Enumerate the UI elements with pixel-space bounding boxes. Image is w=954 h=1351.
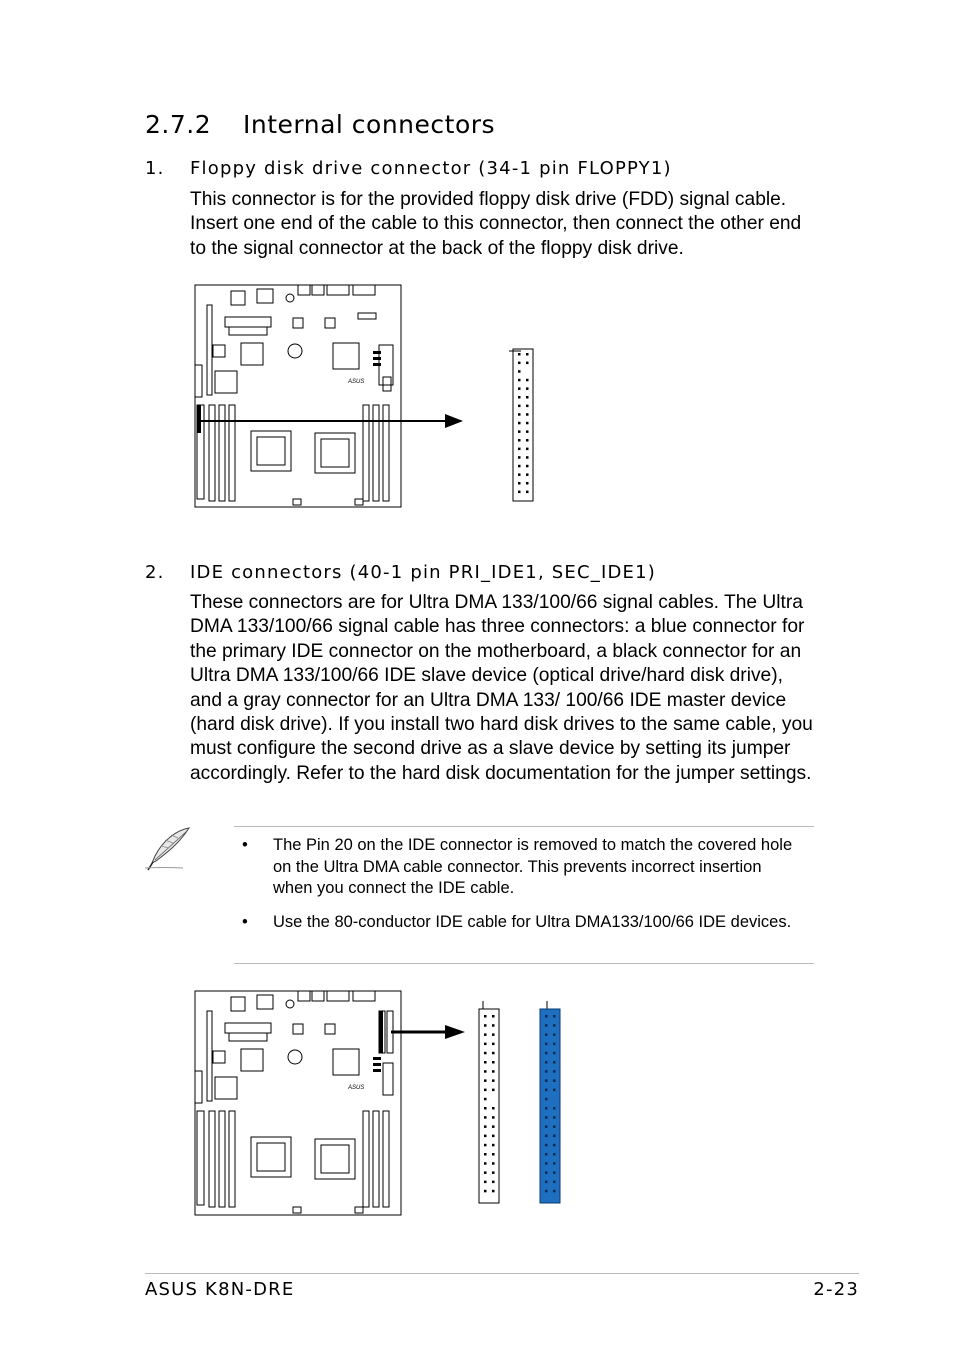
connector-pin	[484, 1181, 487, 1184]
connector-pin	[526, 491, 529, 494]
connector-pin	[553, 1033, 556, 1036]
connector-pin	[518, 465, 521, 468]
connector-pin	[553, 1052, 556, 1055]
feather-pen-icon	[143, 826, 195, 877]
connector-pin	[484, 1033, 487, 1036]
connector-pin	[484, 1190, 487, 1193]
connector-pin	[518, 370, 521, 373]
connector-pin	[545, 1153, 548, 1156]
connector-pin	[484, 1015, 487, 1018]
item-heading-ide	[145, 562, 656, 583]
connector-pin	[545, 1052, 548, 1055]
connector-pin	[553, 1162, 556, 1165]
connector-pin	[545, 1135, 548, 1138]
connector-pin	[526, 396, 529, 399]
connector-pin	[518, 491, 521, 494]
section-title: Internal connectors	[243, 110, 496, 139]
connector-pin	[518, 430, 521, 433]
connector-pin	[526, 430, 529, 433]
connector-pin	[526, 362, 529, 365]
section-number: 2.7.2	[145, 110, 212, 139]
connector-pin	[484, 1153, 487, 1156]
connector-pin	[545, 1043, 548, 1046]
connector-pin	[492, 1089, 495, 1092]
connector-pin	[553, 1144, 556, 1147]
connector-pin	[526, 473, 529, 476]
connector-pin	[545, 1024, 548, 1027]
connector-pin	[518, 448, 521, 451]
connector-pin	[545, 1190, 548, 1193]
connector-pin	[518, 362, 521, 365]
connector-pin	[545, 1171, 548, 1174]
connector-pin	[484, 1135, 487, 1138]
connector-pin	[545, 1061, 548, 1064]
ide-paragraph: These connectors are for Ultra DMA 133/100/66 signal cables. The Ultra DMA 133/100/66 signal cable has three connectors: a blue connector for the primary IDE connector on the motherboard, a black connector for an Ultra DMA 133/100/66 IDE slave device (optical drive/hard disk drive), and a gray connector for an Ultra DMA 133/ 100/66 IDE master device (hard disk drive). If you install two hard disk drives to the same cable, you must configure the second drive as a slave device by setting its jumper accordingly. Refer to the hard disk documentation for the jumper settings.	[190, 592, 813, 784]
connector-pin	[545, 1079, 548, 1082]
footer-rule	[145, 1273, 859, 1274]
connector-pin	[484, 1171, 487, 1174]
connector-pin	[518, 422, 521, 425]
connector-pin	[484, 1024, 487, 1027]
connector-pin	[518, 413, 521, 416]
connector-pin	[484, 1079, 487, 1082]
item-heading-floppy	[145, 158, 672, 179]
floppy-connector-figure	[193, 283, 553, 518]
connector-pin	[553, 1181, 556, 1184]
connector-pin	[545, 1107, 548, 1110]
connector-pin	[526, 413, 529, 416]
connector-pin	[553, 1089, 556, 1092]
connector-pin	[518, 405, 521, 408]
connector-pin	[492, 1015, 495, 1018]
connector-pin	[526, 465, 529, 468]
connector-pin	[492, 1079, 495, 1082]
connector-pin	[526, 422, 529, 425]
connector-pin	[518, 387, 521, 390]
motherboard-diagram-floppy	[193, 283, 553, 513]
connector-pin	[553, 1015, 556, 1018]
asus-logo: ASUS	[348, 379, 365, 385]
connector-pin	[492, 1190, 495, 1193]
connector-pin	[484, 1061, 487, 1064]
connector-pin	[484, 1107, 487, 1110]
connector-pin	[545, 1144, 548, 1147]
connector-pin	[526, 482, 529, 485]
note-box	[234, 826, 814, 964]
connector-pin	[518, 473, 521, 476]
item-number: 2.	[145, 562, 165, 583]
connector-pin	[545, 1116, 548, 1119]
connector-pin	[484, 1089, 487, 1092]
connector-pin	[526, 379, 529, 382]
connector-pin	[553, 1125, 556, 1128]
connector-pin	[484, 1098, 487, 1101]
floppy-paragraph: This connector is for the provided floppy disk drive (FDD) signal cable. Insert one end of the cable to this connector, then connect the other end to the signal connector at the back of the floppy disk drive.	[190, 189, 802, 259]
connector-pin	[492, 1144, 495, 1147]
connector-pin	[526, 387, 529, 390]
bullet-dot: •	[242, 913, 248, 931]
connector-pin	[553, 1107, 556, 1110]
item-number: 1.	[145, 158, 165, 179]
connector-pin	[492, 1070, 495, 1073]
connector-pin	[492, 1181, 495, 1184]
connector-pin	[553, 1116, 556, 1119]
connector-pin	[526, 353, 529, 356]
connector-pin	[518, 456, 521, 459]
connector-pin	[492, 1061, 495, 1064]
connector-pin	[553, 1024, 556, 1027]
connector-pin	[545, 1033, 548, 1036]
connector-pin	[518, 353, 521, 356]
connector-pin	[553, 1061, 556, 1064]
connector-pin	[553, 1171, 556, 1174]
connector-pin	[553, 1070, 556, 1073]
connector-pin	[492, 1052, 495, 1055]
note-bullet-text: Use the 80-conductor IDE cable for Ultra DMA133/100/66 IDE devices.	[273, 913, 792, 931]
connector-pin	[553, 1135, 556, 1138]
pri-ide-connector	[540, 1001, 560, 1203]
floppy-connector	[509, 349, 533, 501]
bullet-dot: •	[242, 836, 248, 854]
item-title: Floppy disk drive connector (34-1 pin FLOPPY1)	[190, 158, 672, 179]
connector-pin	[518, 379, 521, 382]
connector-pin	[484, 1162, 487, 1165]
connector-pin	[484, 1043, 487, 1046]
connector-pin	[492, 1135, 495, 1138]
connector-pin	[492, 1107, 495, 1110]
connector-pin	[545, 1181, 548, 1184]
connector-pin	[526, 439, 529, 442]
connector-pin	[545, 1098, 548, 1101]
connector-pin	[545, 1089, 548, 1092]
motherboard-diagram-ide	[193, 989, 573, 1219]
item-title: IDE connectors (40-1 pin PRI_IDE1, SEC_IDE1)	[190, 562, 656, 583]
connector-pin	[545, 1070, 548, 1073]
ide-connectors-figure	[193, 989, 573, 1224]
connector-pin	[518, 482, 521, 485]
connector-pin	[545, 1125, 548, 1128]
connector-pin	[553, 1153, 556, 1156]
connector-pin	[492, 1153, 495, 1156]
footer-page-number: 2-23	[813, 1279, 859, 1300]
connector-pin	[484, 1125, 487, 1128]
connector-pin	[553, 1079, 556, 1082]
connector-pin	[553, 1190, 556, 1193]
connector-pin	[492, 1024, 495, 1027]
note-bullet-1	[242, 835, 802, 900]
connector-pin	[492, 1043, 495, 1046]
note-bullet-2	[242, 912, 802, 934]
connector-pin	[526, 456, 529, 459]
connector-pin	[518, 439, 521, 442]
connector-pin	[484, 1144, 487, 1147]
connector-pin	[492, 1033, 495, 1036]
connector-pin	[492, 1116, 495, 1119]
connector-pin	[545, 1015, 548, 1018]
connector-pin	[526, 448, 529, 451]
asus-logo: ASUS	[348, 1085, 365, 1091]
connector-pin	[492, 1171, 495, 1174]
sec-ide-connector	[479, 1001, 499, 1203]
connector-pin	[492, 1125, 495, 1128]
connector-pin	[484, 1116, 487, 1119]
section-heading	[145, 110, 495, 139]
connector-pin	[492, 1162, 495, 1165]
connector-pin	[484, 1070, 487, 1073]
connector-pin	[553, 1043, 556, 1046]
note-bullet-text: The Pin 20 on the IDE connector is removed to match the covered hole on the Ultra DMA cable connector. This prevents incorrect insertion when you connect the IDE cable.	[273, 836, 793, 897]
footer-model: ASUS K8N-DRE	[145, 1279, 295, 1300]
connector-pin	[545, 1162, 548, 1165]
connector-pin	[526, 405, 529, 408]
connector-pin	[484, 1052, 487, 1055]
connector-pin	[518, 396, 521, 399]
